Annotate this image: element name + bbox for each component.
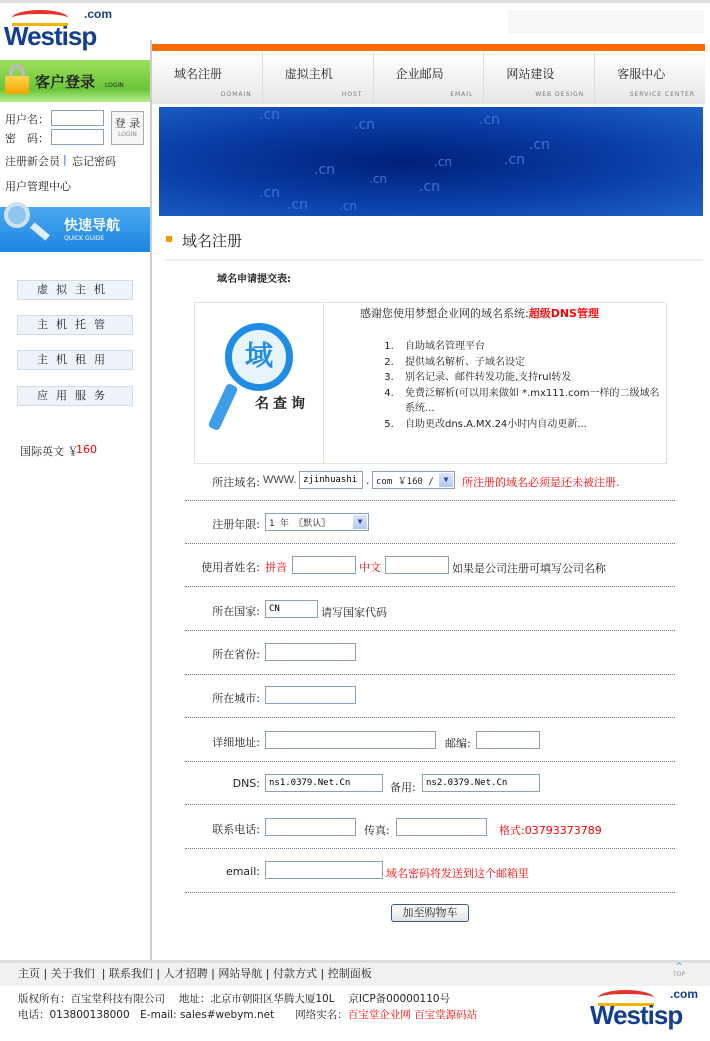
- pinyin-input[interactable]: [292, 556, 356, 574]
- name-note: 如果是公司注册可填写公司名称: [452, 562, 606, 575]
- separator: |: [63, 153, 67, 166]
- country-input[interactable]: [265, 600, 318, 618]
- footer-link-jobs[interactable]: 人才招聘: [163, 967, 208, 980]
- pinyin-label: 拼音: [265, 561, 287, 574]
- password-label: 密 码：: [5, 132, 49, 145]
- quick-app-service[interactable]: 应用服务: [17, 386, 133, 406]
- add-to-cart-button[interactable]: 加至购物车: [391, 904, 469, 922]
- divider: [185, 804, 675, 805]
- nav-service[interactable]: 客服中心 SERVICE CENTER: [617, 67, 695, 98]
- divider: [185, 848, 675, 849]
- password-input[interactable]: [51, 129, 104, 145]
- divider: [185, 674, 675, 675]
- quick-virtual-host[interactable]: 虚拟主机: [17, 280, 133, 300]
- phone-format-note: 格式:03793373789: [499, 824, 602, 837]
- divider: [185, 717, 675, 718]
- chinese-name-input[interactable]: [385, 556, 449, 574]
- dns-input[interactable]: [265, 774, 383, 792]
- feature-item: 5. 自助更改dns.A.MX.24小时内自动更新...: [397, 417, 665, 433]
- email-label: email:: [225, 865, 260, 878]
- chinese-label: 中文: [359, 561, 381, 574]
- back-to-top[interactable]: ^ TOP: [673, 962, 686, 978]
- login-header: 客户登录 LOGIN: [0, 60, 150, 102]
- intro-box: [194, 302, 667, 464]
- footer-link-control-panel[interactable]: 控制面板: [327, 967, 372, 980]
- years-label: 注册年限:: [212, 518, 260, 531]
- username-input[interactable]: [51, 110, 104, 126]
- magnifier-icon: [4, 202, 30, 228]
- feature-item: 4. 免费泛解析(可以用来做如 *.mx111.com一样的二级域名系统...: [397, 386, 665, 417]
- user-center-link[interactable]: 用户管理中心: [5, 180, 71, 193]
- city-label: 所在城市:: [212, 692, 260, 705]
- main-nav: [152, 52, 705, 104]
- banner: .cn .cn .cn .cn .cn .cn .cn .cn .cn .cn .cn .cn: [159, 107, 703, 216]
- top-banner-slot: [508, 10, 704, 34]
- dns-label: DNS:: [232, 777, 260, 790]
- contact-line: 电话：013800138000 E-mail: sales#webym.net 网络实名：百宝堂企业网 百宝堂源码站: [18, 1009, 478, 1021]
- page-title: 域名注册: [182, 232, 243, 250]
- backup-dns-input[interactable]: [422, 774, 540, 792]
- footer-link-about[interactable]: 关于我们: [50, 967, 95, 980]
- lock-icon: [5, 64, 29, 94]
- form-title: 域名申请提交表:: [217, 274, 291, 285]
- footer-link-source[interactable]: 百宝堂源码站: [414, 1009, 478, 1021]
- nav-domain[interactable]: 域名注册 DOMAIN: [152, 52, 263, 104]
- intro-thanks: 感谢您使用梦想企业网的域名系统:超级DNS管理: [360, 307, 599, 320]
- username-label: 用户名：: [5, 113, 49, 126]
- footer-link-contact[interactable]: 联系我们: [108, 967, 153, 980]
- divider: [185, 500, 675, 501]
- country-note: 请写国家代码: [321, 606, 387, 619]
- image-caption: 名查询: [255, 396, 309, 412]
- footer-logo: .com Westisp: [590, 987, 698, 1030]
- name-label: 使用者姓名:: [201, 561, 260, 574]
- zip-label: 邮编:: [445, 737, 471, 750]
- years-select[interactable]: 1 年 〖默认〗 ▼: [265, 513, 369, 531]
- domain-search-icon: 域: [225, 323, 293, 391]
- nav-web-design[interactable]: 网站建设 WEB DESIGN: [484, 52, 595, 104]
- fax-input[interactable]: [396, 818, 487, 836]
- register-link[interactable]: 注册新会员: [5, 155, 60, 168]
- address-label: 详细地址:: [212, 736, 260, 749]
- orange-bar: [152, 44, 705, 51]
- footer-link-home[interactable]: 主页: [18, 967, 40, 980]
- footer-link-company[interactable]: 百宝堂企业网: [347, 1009, 411, 1021]
- backup-dns-label: 备用:: [390, 781, 416, 794]
- domain-note: 所注册的域名必须是还未被注册.: [462, 476, 620, 489]
- footer-nav: 主页 | 关于我们 | 联系我们 | 人才招聘 | 网站导航 | 付款方式 | 控制面板: [18, 967, 372, 980]
- login-button[interactable]: 登 录 LOGIN: [111, 111, 144, 145]
- divider: [185, 630, 675, 631]
- country-label: 所在国家:: [212, 605, 260, 618]
- tld-select[interactable]: com ￥160 / ▼: [372, 471, 455, 489]
- nav-email[interactable]: 企业邮局 EMAIL: [374, 52, 485, 104]
- phone-label: 联系电话:: [212, 823, 260, 836]
- feature-item: 3. 别名记录、邮件转发功能,支持rul转发: [397, 370, 665, 386]
- footer-link-sitemap[interactable]: 网站导航: [218, 967, 263, 980]
- province-label: 所在省份:: [212, 648, 260, 661]
- divider: [185, 586, 675, 587]
- city-input[interactable]: [265, 686, 356, 704]
- address-input[interactable]: [265, 731, 436, 749]
- phone-input[interactable]: [265, 818, 356, 836]
- forgot-password-link[interactable]: 忘记密码: [72, 155, 116, 168]
- top-line: [0, 0, 710, 3]
- price-value: 160: [76, 443, 97, 456]
- price-label: 国际英文 ￥: [20, 445, 79, 458]
- nav-host[interactable]: 虚拟主机 HOST: [263, 52, 374, 104]
- divider: [185, 761, 675, 762]
- feature-list: [377, 339, 665, 432]
- quick-colocation[interactable]: 主机托管: [17, 315, 133, 335]
- quick-guide-header: 快速导航 QUICK GUIDE: [0, 207, 150, 252]
- title-divider: [165, 259, 703, 261]
- province-input[interactable]: [265, 643, 356, 661]
- fax-label: 传真:: [364, 824, 390, 837]
- logo[interactable]: .com Westisp: [4, 7, 112, 51]
- domain-input[interactable]: [299, 471, 363, 489]
- divider: [185, 543, 675, 544]
- email-note: 域名密码将发送到这个邮箱里: [386, 867, 529, 880]
- email-input[interactable]: [265, 861, 383, 879]
- zip-input[interactable]: [476, 731, 540, 749]
- www-prefix: WWW.: [263, 474, 297, 486]
- domain-label: 所注域名:: [212, 476, 260, 489]
- copyright-line: 版权所有：百宝堂科技有限公司 地址：北京市朝阳区华腾大厦10L 京ICP备00000110号: [18, 993, 451, 1005]
- feature-item: 1. 自助域名管理平台: [397, 339, 665, 355]
- feature-item: 2. 提供域名解析、子域名设定: [397, 355, 665, 371]
- footer-link-payment[interactable]: 付款方式: [273, 967, 318, 980]
- dot: .: [366, 474, 370, 487]
- magnifier-handle-icon: [207, 383, 238, 432]
- arrow-up-icon: ^: [675, 962, 683, 972]
- divider: [185, 892, 675, 893]
- quick-server-rental[interactable]: 主机租用: [17, 350, 133, 370]
- title-bullet-icon: [166, 236, 172, 242]
